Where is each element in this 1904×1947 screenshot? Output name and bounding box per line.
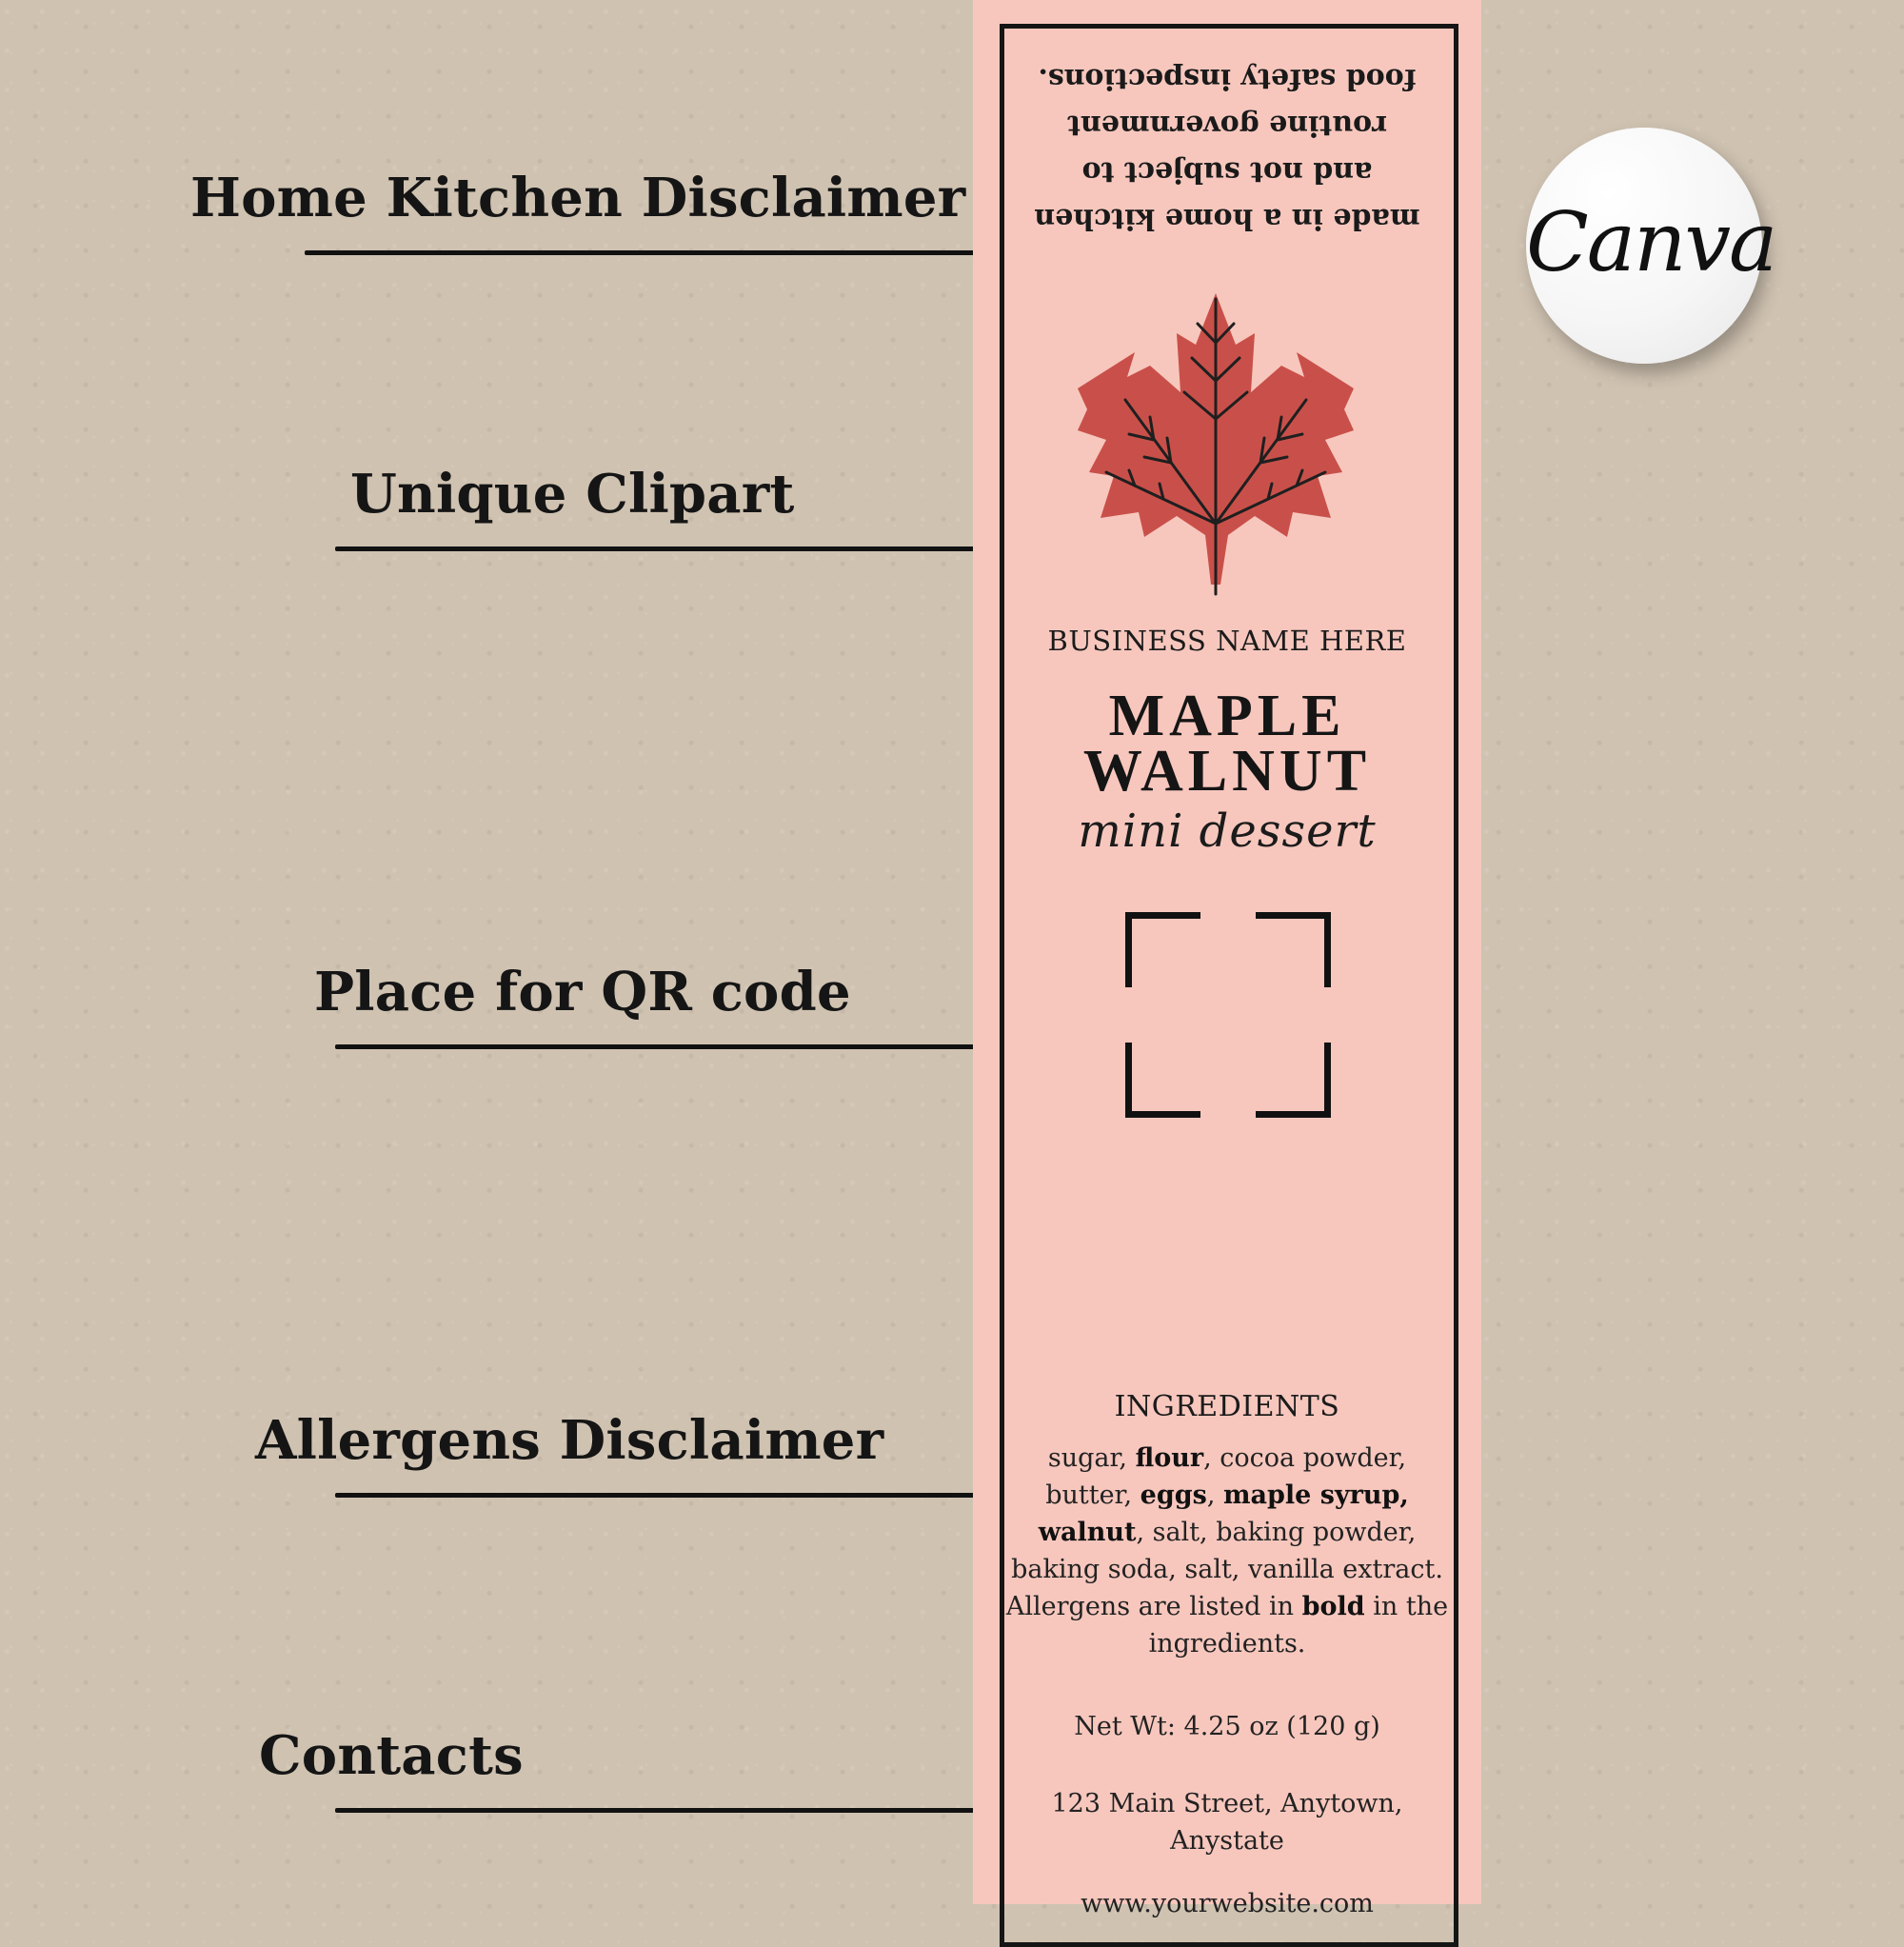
annotation-line <box>335 1808 1044 1813</box>
ingredient-text: , salt, baking powder, baking soda, salt, vanilla extract. Allergens are listed in <box>1005 1518 1443 1621</box>
allergen-term: walnut <box>1038 1518 1137 1547</box>
home-kitchen-disclaimer <box>973 61 1481 242</box>
annotation-label: Unique Clipart <box>350 463 795 526</box>
annotation-contacts <box>0 1724 1057 1862</box>
qr-corner <box>1125 912 1200 987</box>
maple-leaf-icon <box>1068 286 1363 600</box>
qr-code-placeholder <box>1125 912 1331 1118</box>
ingredient-text: , <box>1206 1480 1223 1510</box>
product-title-line2: WALNUT <box>1082 739 1372 804</box>
product-subtitle: mini dessert <box>1078 805 1377 858</box>
annotation-home-kitchen-disclaimer <box>0 167 1057 305</box>
allergen-term: flour <box>1135 1443 1204 1473</box>
annotation-line <box>335 546 1044 551</box>
ingredients-list <box>1005 1440 1449 1662</box>
product-title <box>973 684 1481 804</box>
qr-corner <box>1125 1043 1200 1118</box>
ingredient-text: sugar, <box>1047 1443 1136 1473</box>
business-name: BUSINESS NAME HERE <box>1047 625 1407 657</box>
product-label <box>973 0 1481 1918</box>
disclaimer-line: and not subject to <box>1081 155 1373 189</box>
annotation-label: Allergens Disclaimer <box>255 1409 884 1472</box>
annotation-line <box>335 1044 1044 1049</box>
disclaimer-line: routine government <box>1067 109 1387 142</box>
qr-corner <box>1256 1043 1331 1118</box>
disclaimer-line: made in a home kitchen <box>1034 202 1420 235</box>
qr-corner <box>1256 912 1331 987</box>
canva-badge <box>1526 128 1776 364</box>
annotation-line <box>305 250 1014 255</box>
canva-logo-text: Canva <box>1526 195 1776 290</box>
ingredient-text: , cocoa powder, butter, <box>1045 1443 1407 1510</box>
contact-address: 123 Main Street, Anytown, Anystate <box>1051 1789 1403 1856</box>
annotation-label: Contacts <box>259 1724 524 1787</box>
annotation-label: Home Kitchen Disclaimer <box>190 167 966 229</box>
allergen-term: bold <box>1301 1592 1365 1621</box>
contact-website: www.yourwebsite.com <box>1081 1889 1374 1918</box>
annotation-label: Place for QR code <box>314 961 851 1023</box>
disclaimer-line: food safety inspections. <box>1038 62 1417 95</box>
product-title-line1: MAPLE <box>1108 684 1346 748</box>
net-weight: Net Wt: 4.25 oz (120 g) <box>1074 1712 1380 1741</box>
annotation-qr-code <box>0 961 1057 1099</box>
allergen-term: eggs <box>1140 1480 1207 1510</box>
annotation-allergens-disclaimer <box>0 1409 1057 1547</box>
annotation-line <box>335 1493 1044 1498</box>
allergen-term: maple syrup, <box>1222 1480 1409 1510</box>
annotation-unique-clipart <box>0 463 1057 601</box>
ingredients-heading: INGREDIENTS <box>1114 1390 1340 1423</box>
ingredient-text: in the ingredients. <box>1148 1592 1449 1659</box>
